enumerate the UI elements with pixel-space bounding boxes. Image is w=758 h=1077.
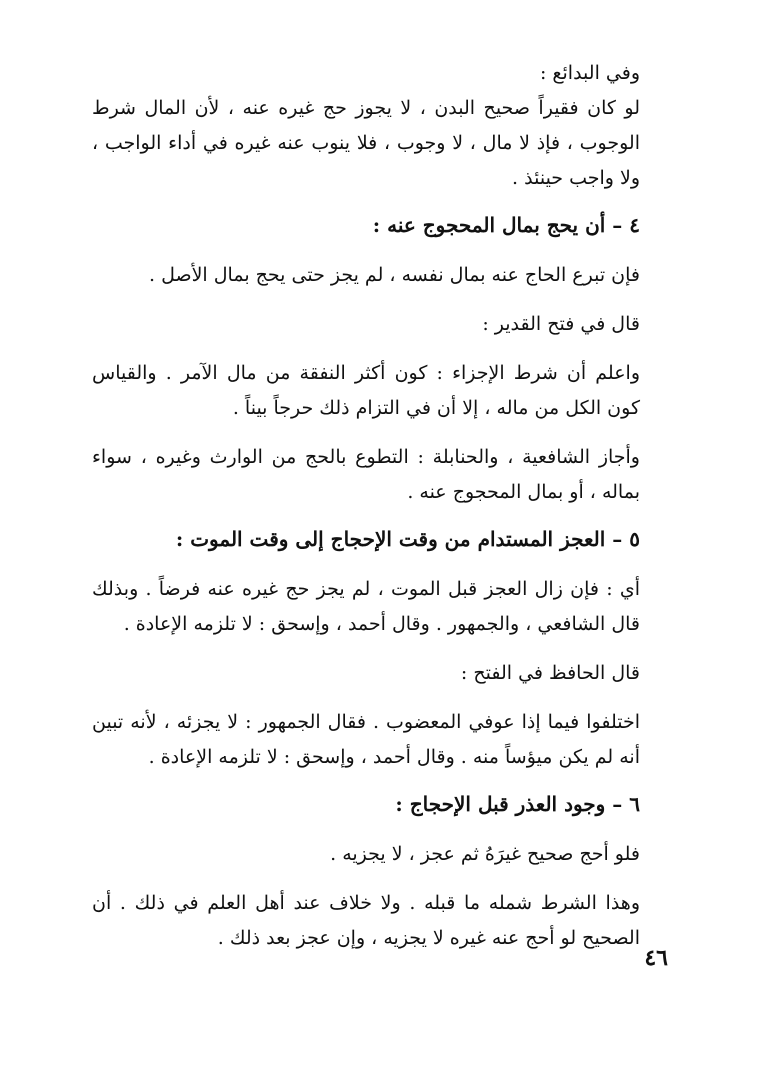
- paragraph-body: اختلفوا فيما إذا عوفي المعضوب . فقال الجمهور : لا يجزئه ، لأنه تبين أنه لم يكن ميؤساً منه . وقال أحمد ، وإسحق : لا تلزمه الإعادة .: [92, 711, 640, 768]
- section-heading: ٥ – العجز المستدام من وقت الإحجاج إلى وقت الموت :: [175, 527, 640, 551]
- section-heading: ٦ – وجود العذر قبل الإحجاج :: [395, 792, 640, 816]
- page-body: [92, 56, 666, 956]
- paragraph-body: وأجاز الشافعية ، والحنابلة : التطوع بالحج من الوارث وغيره ، سواء بماله ، أو بمال المحجوج عنه .: [92, 446, 640, 503]
- paragraph-body: فإن تبرع الحاج عنه بمال نفسه ، لم يجز حتى يحج بمال الأصل .: [148, 264, 640, 286]
- page-number: ٤٦: [644, 945, 668, 971]
- paragraph-intro: قال الحافظ في الفتح :: [460, 662, 640, 684]
- paragraph-body: واعلم أن شرط الإجزاء : كون أكثر النفقة من مال الآمر . والقياس كون الكل من ماله ، إلا أن في التزام ذلك حرجاً بيناً .: [92, 362, 640, 419]
- paragraph-body: وهذا الشرط شمله ما قبله . ولا خلاف عند أهل العلم في ذلك . أن الصحيح لو أحج عنه غيره لا يجزيه ، وإن عجز بعد ذلك .: [92, 892, 640, 949]
- section-heading: ٤ – أن يحج بمال المحجوج عنه :: [372, 213, 640, 237]
- paragraph-body: لو كان فقيراً صحيح البدن ، لا يجوز حج غيره عنه ، لأن المال شرط الوجوب ، فإذ لا مال ، لا وجوب ، فلا ينوب عنه غيره في أداء الواجب ، ولا واجب حينئذ .: [92, 97, 640, 189]
- paragraph-body: فلو أحج صحيح غيرَهُ ثم عجز ، لا يجزيه .: [330, 843, 640, 865]
- paragraph-intro: وفي البدائع :: [539, 62, 640, 84]
- paragraph-body: أي : فإن زال العجز قبل الموت ، لم يجز حج غيره عنه فرضاً . وبذلك قال الشافعي ، والجمهور . وقال أحمد ، وإسحق : لا تلزمه الإعادة .: [92, 578, 640, 635]
- paragraph-intro: قال في فتح القدير :: [482, 313, 640, 335]
